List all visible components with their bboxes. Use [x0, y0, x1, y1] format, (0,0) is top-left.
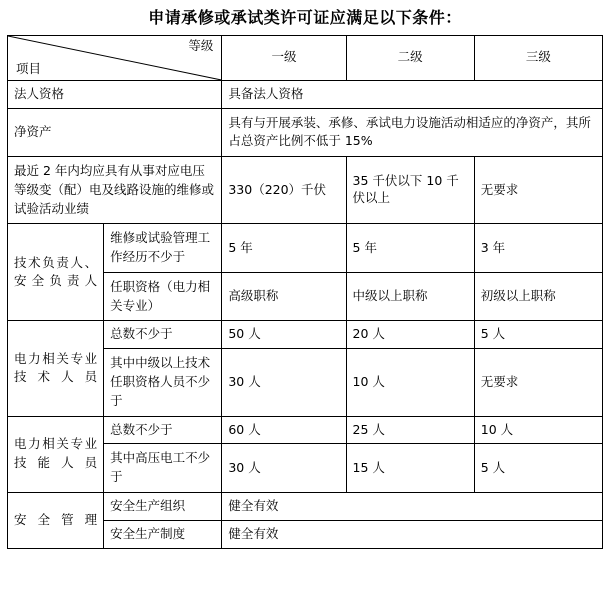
row-value-qualification-3: 初级以上职称	[474, 272, 602, 321]
table-row	[8, 80, 603, 108]
row-value-total-tech-2: 20 人	[346, 321, 474, 349]
row-value-experience-3: 3 年	[474, 224, 602, 273]
row-value-qualification-1: 高级职称	[222, 272, 346, 321]
row-value-total-tech-1: 50 人	[222, 321, 346, 349]
row-sub-total-tech: 总数不少于	[104, 321, 222, 349]
row-value-total-skilled-1: 60 人	[222, 416, 346, 444]
row-value-experience-1: 5 年	[222, 224, 346, 273]
row-sub-safety-system: 安全生产制度	[104, 520, 222, 548]
header-level-2: 二级	[346, 35, 474, 80]
table-row	[8, 157, 603, 224]
row-value-legal-person: 具备法人资格	[222, 80, 603, 108]
row-value-hv-2: 15 人	[346, 444, 474, 493]
row-item-legal-person: 法人资格	[8, 80, 222, 108]
row-value-mid-level-3: 无要求	[474, 349, 602, 416]
row-item-performance: 最近 2 年内均应具有从事对应电压等级变（配）电及线路设施的维修或试验活动业绩	[8, 157, 222, 224]
row-item-safety-management: 安全管理	[8, 492, 104, 548]
table-row	[8, 492, 603, 520]
row-value-total-skilled-2: 25 人	[346, 416, 474, 444]
row-value-hv-3: 5 人	[474, 444, 602, 493]
row-value-performance-3: 无要求	[474, 157, 602, 224]
header-diagonal-cell	[8, 35, 222, 80]
header-item-label: 项目	[16, 60, 42, 76]
table-row	[8, 321, 603, 349]
row-item-net-assets: 净资产	[8, 108, 222, 157]
row-item-technical-staff: 电力相关专业技术人员	[8, 321, 104, 416]
row-sub-safety-organization: 安全生产组织	[104, 492, 222, 520]
row-value-total-tech-3: 5 人	[474, 321, 602, 349]
row-value-qualification-2: 中级以上职称	[346, 272, 474, 321]
row-value-performance-1: 330（220）千伏	[222, 157, 346, 224]
table-row	[8, 224, 603, 273]
header-level-label: 等级	[188, 37, 214, 53]
requirements-table	[7, 35, 603, 549]
row-value-mid-level-2: 10 人	[346, 349, 474, 416]
row-value-safety-system: 健全有效	[222, 520, 603, 548]
row-item-skilled-staff: 电力相关专业技能人员	[8, 416, 104, 492]
row-sub-work-experience: 维修或试验管理工作经历不少于	[104, 224, 222, 273]
row-value-experience-2: 5 年	[346, 224, 474, 273]
row-value-total-skilled-3: 10 人	[474, 416, 602, 444]
table-header-row	[8, 35, 603, 80]
row-value-hv-1: 30 人	[222, 444, 346, 493]
row-value-net-assets: 具有与开展承装、承修、承试电力设施活动相适应的净资产，其所占总资产比例不低于 15%	[222, 108, 603, 157]
row-value-mid-level-1: 30 人	[222, 349, 346, 416]
header-level-3: 三级	[474, 35, 602, 80]
page-title: 申请承修或承试类许可证应满足以下条件：	[148, 8, 462, 27]
table-row	[8, 108, 603, 157]
row-sub-qualification: 任职资格（电力相关专业）	[104, 272, 222, 321]
row-sub-mid-level-tech: 其中中级以上技术任职资格人员不少于	[104, 349, 222, 416]
row-value-performance-2: 35 千伏以下 10 千伏以上	[346, 157, 474, 224]
row-sub-high-voltage-electrician: 其中高压电工不少于	[104, 444, 222, 493]
row-item-tech-safety-head: 技术负责人、安全负责人	[8, 224, 104, 321]
table-row	[8, 416, 603, 444]
row-value-safety-organization: 健全有效	[222, 492, 603, 520]
header-level-1: 一级	[222, 35, 346, 80]
row-sub-total-skilled: 总数不少于	[104, 416, 222, 444]
